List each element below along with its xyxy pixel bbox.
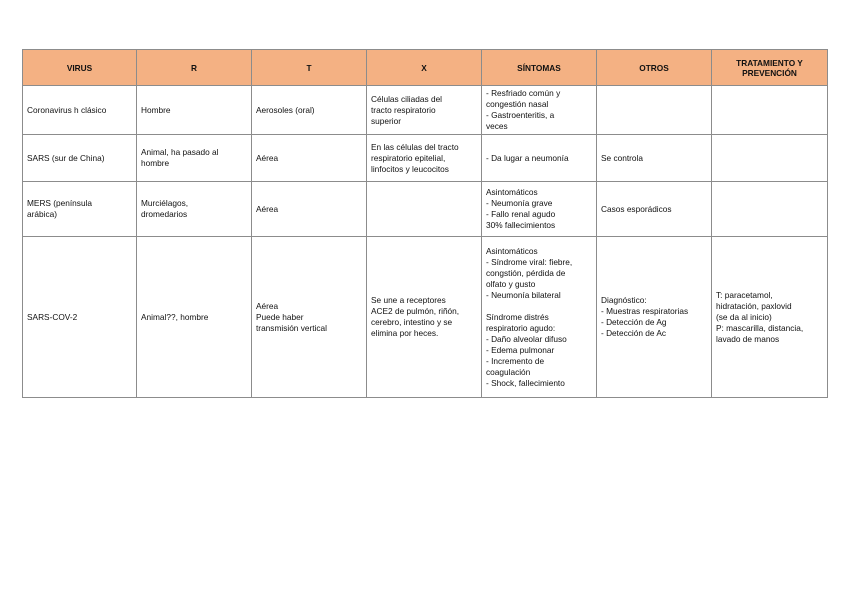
cell-line: Se une a receptores (371, 295, 446, 305)
cell-tratamiento (712, 237, 828, 398)
header-virus: VIRUS (23, 50, 137, 86)
cell-line: - Daño alveolar difuso (486, 333, 567, 344)
cell-line: arábica) (27, 209, 57, 219)
virus-comparison-table (22, 49, 828, 398)
cell-line: Se controla (601, 152, 643, 163)
cell-x (367, 86, 482, 135)
cell-line: tracto respiratorio (371, 104, 436, 115)
header-sintomas: SÍNTOMAS (482, 50, 597, 86)
cell-line: - Shock, fallecimiento (486, 377, 565, 388)
cell-line (716, 204, 823, 215)
cell-virus (23, 86, 137, 135)
table-row (23, 182, 828, 237)
cell-tratamiento (712, 182, 828, 237)
cell-line: Hombre (141, 104, 171, 115)
cell-t (252, 135, 367, 182)
cell-x (367, 237, 482, 398)
cell-line: elimina por heces. (371, 328, 439, 338)
cell-line (716, 105, 823, 116)
cell-line: Coronavirus h clásico (27, 104, 107, 115)
cell-line: MERS (península (27, 198, 93, 208)
cell-otros (597, 86, 712, 135)
cell-virus (23, 135, 137, 182)
cell-r (137, 237, 252, 398)
cell-line: (se da al inicio) (716, 311, 772, 322)
cell-line: congestión nasal (486, 99, 549, 109)
cell-line: - Resfriado común y (486, 88, 561, 98)
cell-tratamiento (712, 135, 828, 182)
cell-line: - Da lugar a neumonía (486, 152, 569, 163)
table-row (23, 135, 828, 182)
cell-line: - Edema pulmonar (486, 344, 555, 355)
cell-line: P: mascarilla, distancia, (716, 322, 804, 333)
cell-line: Aérea (256, 152, 279, 163)
cell-sintomas (482, 182, 597, 237)
cell-line: T: paracetamol, (716, 289, 773, 300)
cell-virus (23, 182, 137, 237)
cell-line: Asintomáticos (486, 245, 538, 256)
cell-line: transmisión vertical (256, 322, 328, 333)
cell-line: 30% fallecimientos (486, 220, 556, 230)
table-header-row (23, 50, 828, 86)
cell-line: SARS (sur de China) (27, 152, 105, 163)
cell-sintomas (482, 86, 597, 135)
table-row (23, 237, 828, 398)
cell-line: Células ciliadas del (371, 93, 443, 104)
cell-line (371, 204, 477, 215)
cell-line: Murciélagos, (141, 198, 189, 208)
cell-line: Aérea (256, 203, 279, 214)
cell-line: Asintomáticos (486, 187, 538, 197)
cell-line: - Detección de Ac (601, 328, 667, 338)
cell-line: - Fallo renal agudo (486, 209, 556, 219)
cell-line: respiratorio agudo: (486, 322, 556, 333)
cell-line: hombre (141, 158, 170, 168)
cell-t (252, 86, 367, 135)
table-row (23, 86, 828, 135)
cell-line (601, 105, 707, 116)
cell-sintomas (482, 135, 597, 182)
cell-line: - Neumonía bilateral (486, 289, 561, 300)
cell-t (252, 237, 367, 398)
cell-line: - Detección de Ag (601, 317, 667, 327)
cell-x (367, 135, 482, 182)
cell-tratamiento (712, 86, 828, 135)
cell-line: ACE2 de pulmón, riñón, (371, 306, 460, 316)
cell-line: Puede haber (256, 311, 304, 322)
cell-line: Casos esporádicos (601, 203, 672, 214)
cell-line: veces (486, 121, 508, 131)
cell-otros (597, 135, 712, 182)
cell-line: En las células del tracto (371, 141, 459, 152)
cell-line: lavado de manos (716, 333, 780, 344)
cell-line: - Neumonía grave (486, 198, 553, 208)
cell-line: olfato y gusto (486, 278, 536, 289)
cell-line: hidratación, paxlovid (716, 300, 792, 311)
header-otros: OTROS (597, 50, 712, 86)
cell-line: Diagnóstico: (601, 295, 647, 305)
cell-line: linfocitos y leucocitos (371, 163, 449, 174)
cell-x (367, 182, 482, 237)
cell-line: - Gastroenteritis, a (486, 110, 555, 120)
header-tratamiento: TRATAMIENTO Y PREVENCIÓN (712, 50, 828, 86)
cell-line: superior (371, 115, 401, 126)
cell-r (137, 182, 252, 237)
cell-line: - Muestras respiratorias (601, 306, 689, 316)
cell-line: Animal, ha pasado al (141, 147, 219, 157)
cell-r (137, 135, 252, 182)
cell-line: Síndrome distrés (486, 311, 549, 322)
cell-line: - Incremento de (486, 355, 545, 366)
cell-line: coagulación (486, 366, 531, 377)
header-t: T (252, 50, 367, 86)
cell-line: congstión, pérdida de (486, 267, 566, 278)
header-x: X (367, 50, 482, 86)
cell-line: dromedarios (141, 209, 188, 219)
header-r: R (137, 50, 252, 86)
cell-line (486, 301, 592, 312)
cell-line: SARS-COV-2 (27, 311, 78, 322)
cell-otros (597, 237, 712, 398)
cell-virus (23, 237, 137, 398)
cell-line: - Síndrome viral: fiebre, (486, 256, 573, 267)
cell-otros (597, 182, 712, 237)
cell-line: Aerosoles (oral) (256, 104, 315, 115)
cell-sintomas (482, 237, 597, 398)
cell-line: cerebro, intestino y se (371, 317, 453, 327)
cell-line: Aérea (256, 300, 279, 311)
cell-r (137, 86, 252, 135)
cell-t (252, 182, 367, 237)
cell-line (716, 153, 823, 164)
cell-line: Animal??, hombre (141, 311, 209, 322)
cell-line: respiratorio epitelial, (371, 152, 446, 163)
